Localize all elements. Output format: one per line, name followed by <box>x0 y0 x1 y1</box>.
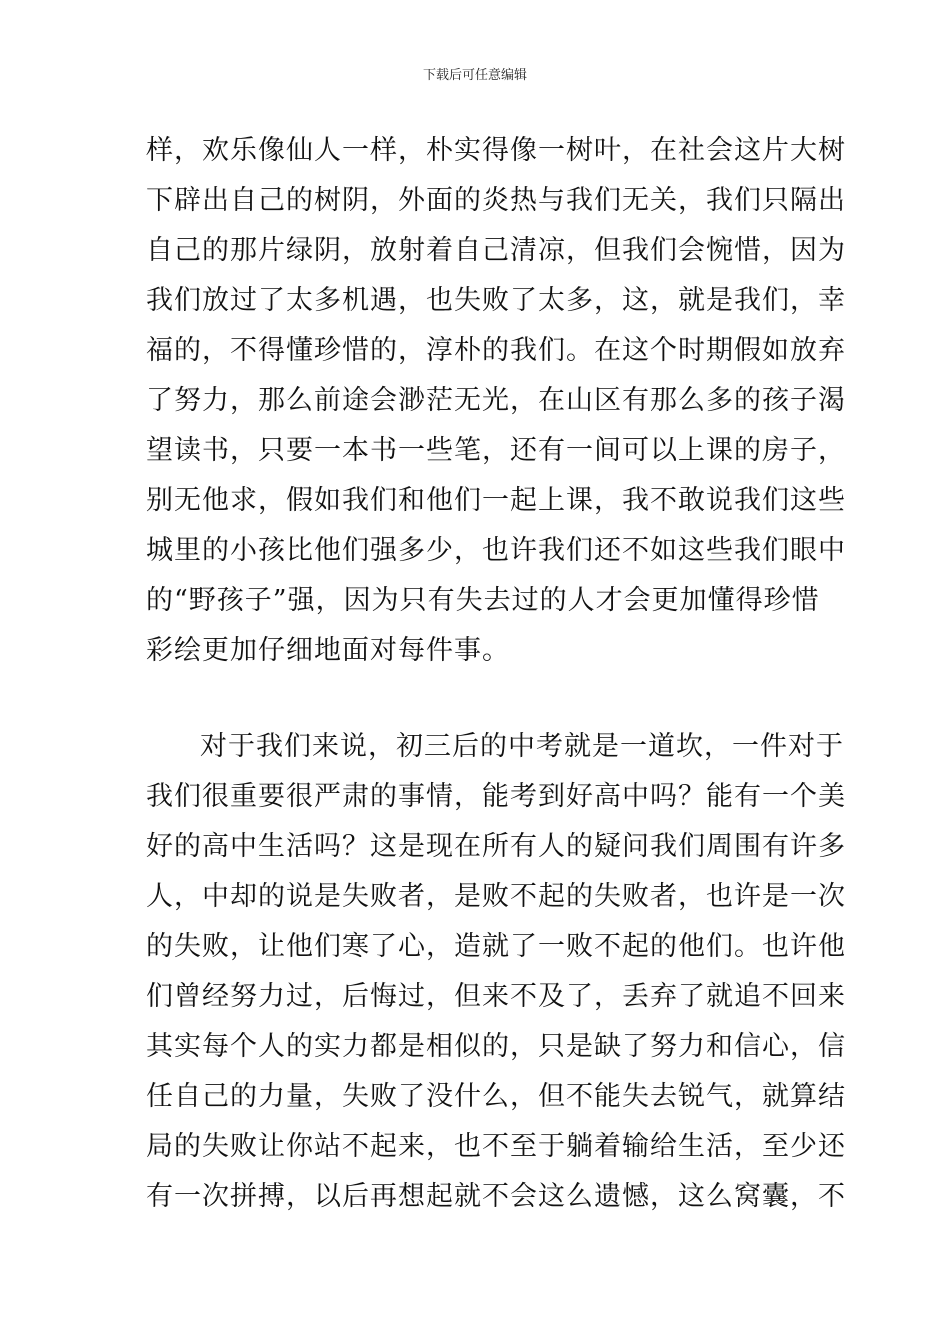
text-line: 别无他求，假如我们和他们一起上课，我不敢说我们这些 <box>146 485 846 516</box>
text-line: 城里的小孩比他们强多少，也许我们还不如这些我们眼中 <box>146 535 846 566</box>
text-line: 有一次拼搏，以后再想起就不会这么遗憾，这么窝囊，不 <box>146 1181 846 1212</box>
text-line: 自己的那片绿阴，放射着自己清凉，但我们会惋惜，因为 <box>146 235 846 266</box>
text-line: 们曾经努力过，后悔过，但来不及了，丢弃了就追不回来 <box>146 981 846 1012</box>
text-line: 我们很重要很严肃的事情，能考到好高中吗？能有一个美 <box>146 781 846 812</box>
text-line: 福的，不得懂珍惜的，淳朴的我们。在这个时期假如放弃 <box>146 335 846 366</box>
text-line: 对于我们来说，初三后的中考就是一道坎，一件对于 <box>200 731 844 762</box>
text-line: 样，欢乐像仙人一样，朴实得像一树叶，在社会这片大树 <box>146 135 846 166</box>
text-line: 我们放过了太多机遇，也失败了太多，这，就是我们，幸 <box>146 285 846 316</box>
text-line: 的失败，让他们寒了心，造就了一败不起的他们。也许他 <box>146 931 846 962</box>
text-line: 任自己的力量，失败了没什么，但不能失去锐气，就算结 <box>146 1081 846 1112</box>
text-line: 其实每个人的实力都是相似的，只是缺了努力和信心，信 <box>146 1031 846 1062</box>
text-line: 下辟出自己的树阴，外面的炎热与我们无关，我们只隔出 <box>146 185 846 216</box>
text-line: 人，中却的说是失败者，是败不起的失败者，也许是一次 <box>146 881 846 912</box>
text-line: 彩绘更加仔细地面对每件事。 <box>146 635 510 666</box>
text-line: 的“野孩子”强，因为只有失去过的人才会更加懂得珍惜 <box>146 585 820 616</box>
text-line: 了努力，那么前途会渺茫无光，在山区有那么多的孩子渴 <box>146 385 846 416</box>
text-line: 局的失败让你站不起来，也不至于躺着输给生活，至少还 <box>146 1131 846 1162</box>
text-line: 好的高中生活吗？这是现在所有人的疑问我们周围有许多 <box>146 831 846 862</box>
text-line: 望读书，只要一本书一些笔，还有一间可以上课的房子， <box>146 435 846 466</box>
page-header: 下载后可任意编辑 <box>422 68 527 83</box>
